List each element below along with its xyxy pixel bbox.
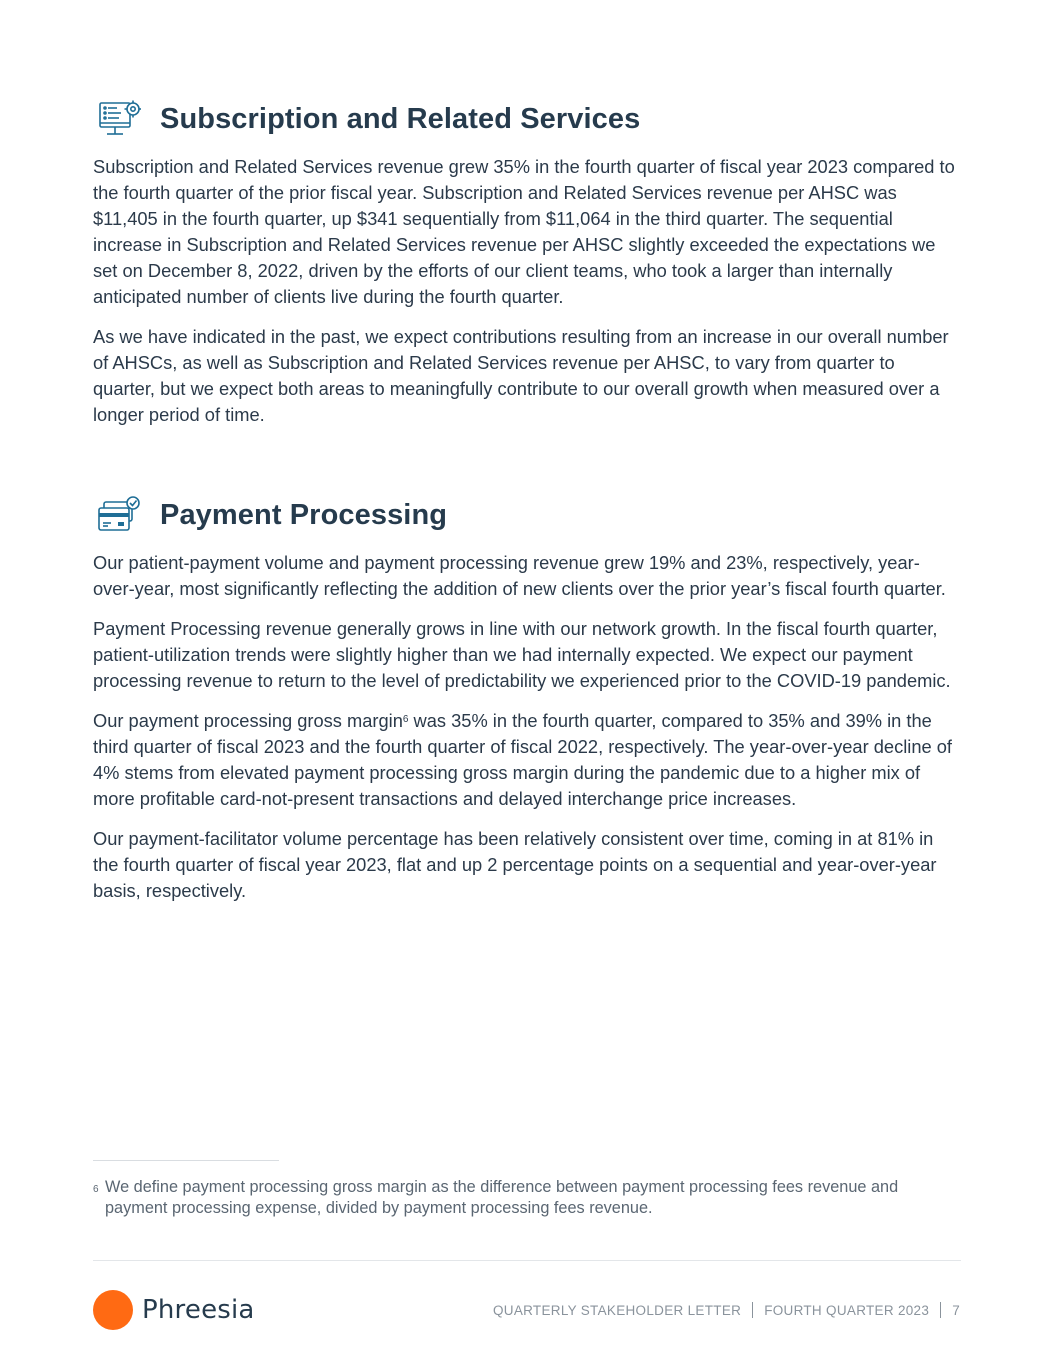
footnote-ref: 6 (402, 714, 409, 725)
brand-name: Phreesia (142, 1295, 255, 1325)
paragraph: As we have indicated in the past, we expect contributions resulting from an increase in our overall number of AHSCs, as well as Subscription and Related Services revenue per AHSC, to vary from quarter to quarter, but we expect both areas to meaningfully contribute to our overall growth when measured over a longer period of time. (93, 326, 949, 425)
section-header (93, 493, 961, 537)
payment-card-check-icon (93, 493, 141, 537)
period-label: FOURTH QUARTER 2023 (764, 1302, 930, 1318)
paragraph-text: was 35% in the fourth quarter, compared to 35% and 39% in the third quarter of fiscal 2023 and the fourth quarter of fiscal 2022, respectively. The year-over-year decline of 4% stems from elevated payment processing gross margin during the pandemic due to a higher mix of more profitable card-not-present transactions and delayed interchange price increases. (93, 710, 953, 809)
footer-divider (93, 1260, 961, 1261)
section-title: Subscription and Related Services (160, 102, 641, 135)
logo-circle-icon (93, 1290, 133, 1330)
doc-label: QUARTERLY STAKEHOLDER LETTER (492, 1302, 742, 1318)
computer-settings-icon (93, 97, 141, 141)
paragraph: Our patient-payment volume and payment processing revenue grew 19% and 23%, respectively, year-over-year, most significantly reflecting the addition of new clients over the prior year’s fiscal fourth quarter. (93, 552, 946, 599)
section-header (93, 97, 961, 141)
footnote (93, 1177, 961, 1219)
footnote-text: We define payment processing gross margin as the difference between payment processing fees revenue and payment processing expense, divided by payment processing fees revenue. (105, 1178, 899, 1217)
section-subscription (93, 97, 961, 442)
page-number: 7 (952, 1302, 960, 1318)
separator (940, 1302, 941, 1318)
paragraph: Our payment-facilitator volume percentage has been relatively consistent over time, coming in at 81% in the fourth quarter of fiscal year 2023, flat and up 2 percentage points on a sequential and year-over-year basis, respectively. (93, 828, 937, 901)
section-payment-processing (93, 493, 961, 918)
section-title: Payment Processing (160, 498, 448, 531)
footnote-divider (93, 1160, 279, 1161)
footer-meta (493, 1302, 960, 1318)
footnote-number: 6 (93, 1184, 99, 1195)
paragraph: Payment Processing revenue generally grows in line with our network growth. In the fiscal fourth quarter, patient-utilization trends were slightly higher than we had internally expected. We expect our payment processing revenue to return to the level of predictability we experienced prior to the COVID-19 pandemic. (93, 618, 951, 691)
paragraph-gross-margin (93, 708, 961, 812)
paragraph: Subscription and Related Services revenue grew 35% in the fourth quarter of fiscal year 2023 compared to the fourth quarter of the prior fiscal year. Subscription and Related Services revenue per AHSC was $11,405 in the fourth quarter, up $341 sequentially from $11,064 in the third quarter. The sequential increase in Subscription and Related Services revenue per AHSC slightly exceeded the expectations we set on December 8, 2022, driven by the efforts of our client teams, who took a larger than internally anticipated number of clients live during the fourth quarter. (93, 156, 955, 307)
separator (752, 1302, 753, 1318)
brand-logo (93, 1290, 255, 1330)
paragraph-text: Our payment processing gross margin (93, 710, 403, 731)
